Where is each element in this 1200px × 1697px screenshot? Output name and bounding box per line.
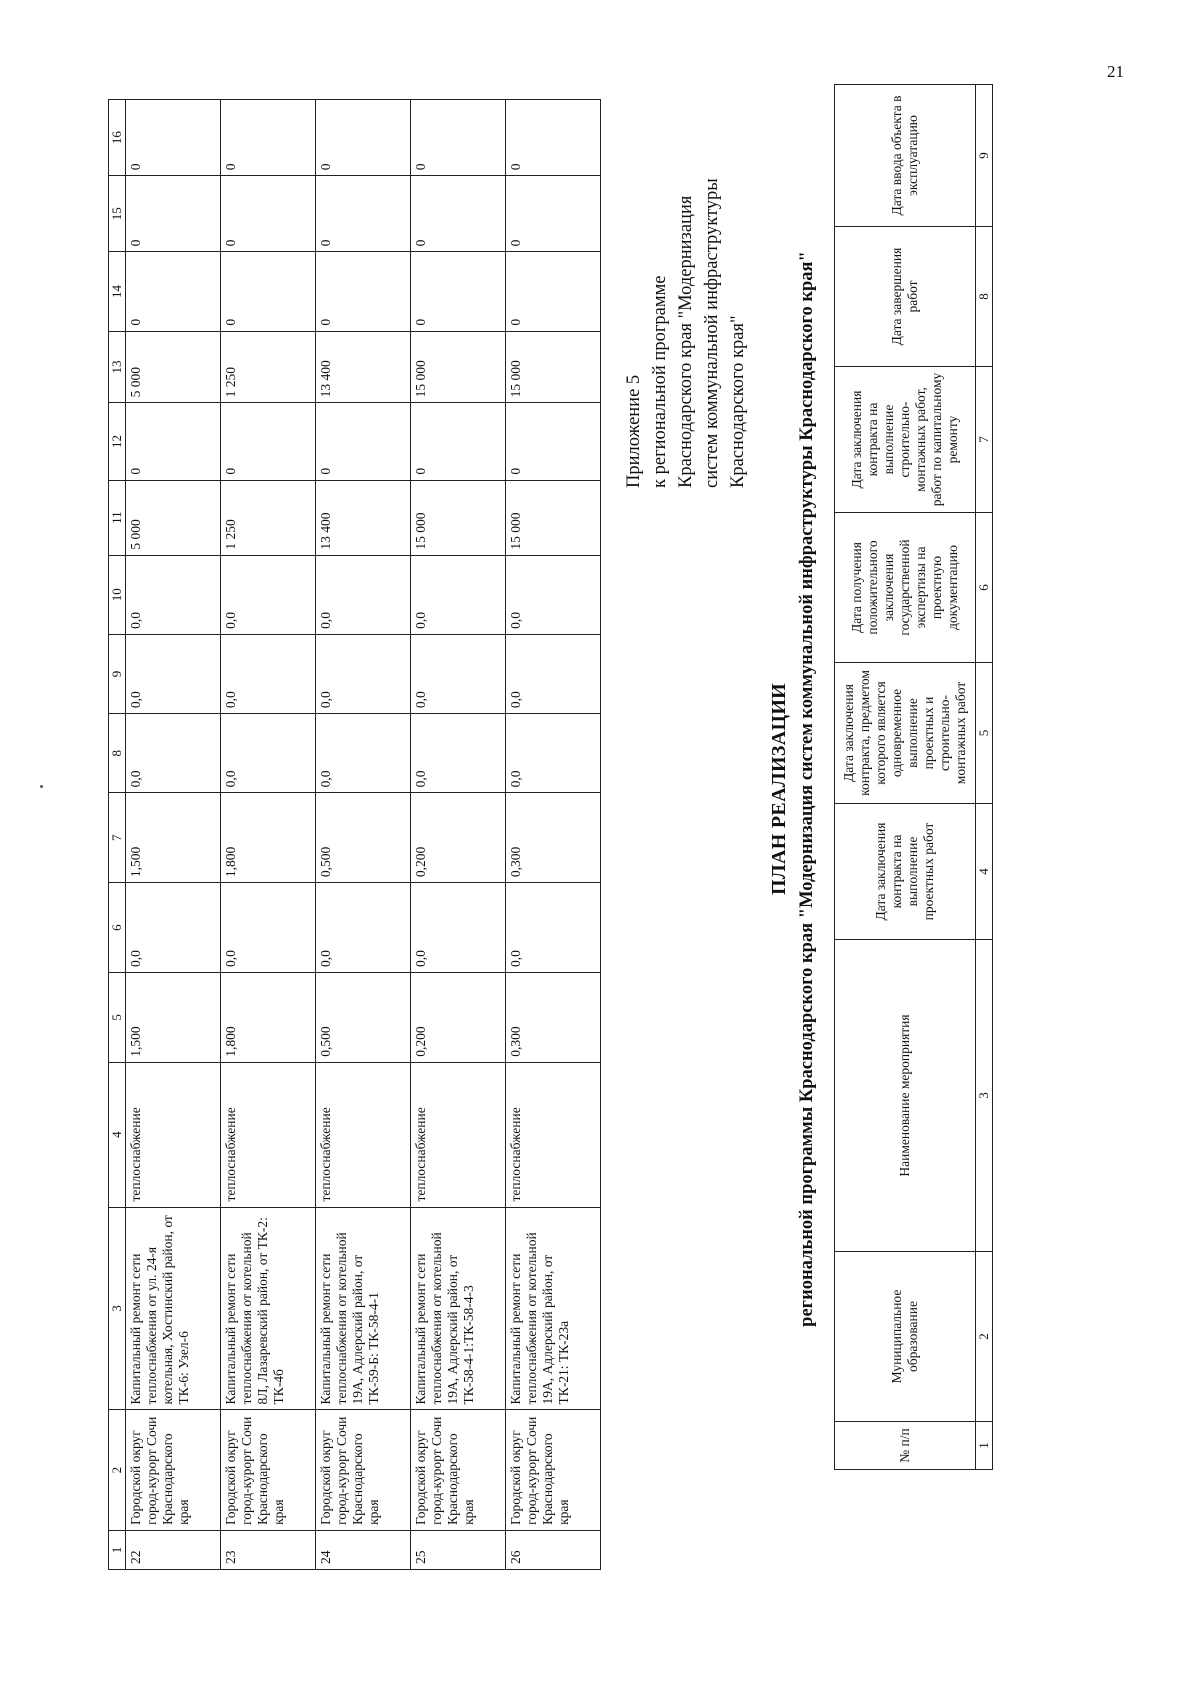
- value-cell: 1,800: [221, 793, 316, 883]
- plan-title: ПЛАН РЕАЛИЗАЦИИ: [768, 682, 790, 896]
- value-cell: 0,0: [126, 555, 221, 634]
- header-cell: Наименование мероприятия: [835, 940, 976, 1252]
- scan-artifact: [40, 785, 43, 788]
- appendix-note: [622, 0, 751, 488]
- value-cell: 0,0: [221, 714, 316, 793]
- plan-heading: [768, 174, 818, 1404]
- municipality-cell: Городской округ город-курорт Сочи Краснодарского края: [221, 1410, 316, 1530]
- value-cell: 0,500: [316, 972, 411, 1062]
- value-cell: 13 400: [316, 480, 411, 555]
- value-cell: 13 400: [316, 331, 411, 403]
- event-cell: Капитальный ремонт сети теплоснабжения от ул. 24-я котельная, Хостинский район, от ТК-6: Узел-6: [126, 1207, 221, 1410]
- column-number: 3: [976, 940, 993, 1252]
- value-cell: 0,0: [411, 714, 506, 793]
- appendix-line: Краснодарского края "Модернизация: [675, 195, 696, 488]
- column-number: 13: [109, 331, 126, 403]
- column-number: 6: [109, 883, 126, 973]
- value-cell: 0: [126, 252, 221, 331]
- header-cell: Дата получения положительного заключения государственной экспертизы на проектную документацию: [835, 513, 976, 663]
- value-cell: 0,0: [316, 634, 411, 713]
- column-number: 12: [109, 403, 126, 480]
- column-number: 5: [976, 663, 993, 804]
- column-number: 2: [976, 1252, 993, 1422]
- value-cell: 0,200: [411, 972, 506, 1062]
- table-row: [316, 100, 411, 1570]
- column-number: 2: [109, 1410, 126, 1530]
- value-cell: 0: [411, 252, 506, 331]
- header-cell: № п/п: [835, 1422, 976, 1470]
- municipality-cell: Городской округ город-курорт Сочи Краснодарского края: [316, 1410, 411, 1530]
- column-number: 9: [976, 85, 993, 227]
- column-number: 4: [976, 804, 993, 940]
- value-cell: 0: [126, 176, 221, 252]
- value-cell: 0,0: [506, 555, 601, 634]
- value-cell: 0: [506, 252, 601, 331]
- value-cell: 0,0: [126, 883, 221, 973]
- type-cell: теплоснабжение: [316, 1062, 411, 1207]
- table-row: [411, 100, 506, 1570]
- value-cell: 1 250: [221, 480, 316, 555]
- header-cell: Муниципальное образование: [835, 1252, 976, 1422]
- value-cell: 0,200: [411, 793, 506, 883]
- value-cell: 0: [316, 252, 411, 331]
- value-cell: 0,0: [316, 714, 411, 793]
- page-number: 21: [1107, 62, 1124, 81]
- value-cell: 0: [126, 100, 221, 176]
- value-cell: 0: [221, 100, 316, 176]
- value-cell: 15 000: [506, 480, 601, 555]
- row-number: 23: [221, 1530, 316, 1569]
- value-cell: 0,0: [221, 883, 316, 973]
- value-cell: 1,800: [221, 972, 316, 1062]
- value-cell: 5 000: [126, 480, 221, 555]
- table-row: [221, 100, 316, 1570]
- column-number: 8: [109, 714, 126, 793]
- table-row: [506, 100, 601, 1570]
- column-number: 7: [109, 793, 126, 883]
- header-cell: Дата завершения работ: [835, 227, 976, 367]
- column-number: 7: [976, 367, 993, 513]
- value-cell: 0: [411, 176, 506, 252]
- value-cell: 0,0: [411, 883, 506, 973]
- value-cell: 0: [506, 100, 601, 176]
- appendix-line: к региональной программе: [649, 275, 670, 488]
- plan-subtitle: региональной программы Краснодарского края "Модернизация систем коммунальной инфраструктуры Краснодарского края": [797, 251, 817, 1327]
- column-number: 8: [976, 227, 993, 367]
- value-cell: 0,0: [506, 714, 601, 793]
- value-cell: 0: [506, 403, 601, 480]
- value-cell: 15 000: [411, 480, 506, 555]
- column-number: 4: [109, 1062, 126, 1207]
- row-number: 24: [316, 1530, 411, 1569]
- value-cell: 0: [126, 403, 221, 480]
- value-cell: 0: [411, 403, 506, 480]
- value-cell: 0: [316, 403, 411, 480]
- column-number: 10: [109, 555, 126, 634]
- value-cell: 0,0: [221, 634, 316, 713]
- header-cell: Дата заключения контракта на выполнение проектных работ: [835, 804, 976, 940]
- municipality-cell: Городской округ город-курорт Сочи Краснодарского края: [506, 1410, 601, 1530]
- plan-table: [834, 84, 993, 1470]
- column-number: 6: [976, 513, 993, 663]
- event-cell: Капитальный ремонт сети теплоснабжения от котельной 19А, Адлерский район, от ТК-58-4-1:ТК-58-4-3: [411, 1207, 506, 1410]
- value-cell: 0,0: [506, 634, 601, 713]
- column-number-row: [109, 100, 126, 1570]
- value-cell: 15 000: [411, 331, 506, 403]
- column-number: 9: [109, 634, 126, 713]
- value-cell: 1,500: [126, 793, 221, 883]
- type-cell: теплоснабжение: [411, 1062, 506, 1207]
- column-number: 16: [109, 100, 126, 176]
- event-cell: Капитальный ремонт сети теплоснабжения от котельной 19А, Адлерский район, от ТК-21: ТК-23а: [506, 1207, 601, 1410]
- appendix-line: систем коммунальной инфраструктуры: [701, 178, 722, 488]
- value-cell: 1 250: [221, 331, 316, 403]
- value-cell: 0: [411, 100, 506, 176]
- value-cell: 15 000: [506, 331, 601, 403]
- value-cell: 0,0: [411, 555, 506, 634]
- value-cell: 0: [316, 176, 411, 252]
- value-cell: 0,0: [411, 634, 506, 713]
- value-cell: 0,0: [126, 714, 221, 793]
- upper-table-block: [108, 99, 601, 1570]
- column-number: 1: [109, 1530, 126, 1569]
- upper-table: [108, 99, 601, 1570]
- municipality-cell: Городской округ город-курорт Сочи Краснодарского края: [126, 1410, 221, 1530]
- type-cell: теплоснабжение: [126, 1062, 221, 1207]
- value-cell: 0,0: [506, 883, 601, 973]
- value-cell: 0,0: [316, 883, 411, 973]
- appendix-line: Приложение 5: [624, 374, 644, 488]
- column-number: 3: [109, 1207, 126, 1410]
- table-row: [126, 100, 221, 1570]
- municipality-cell: Городской округ город-курорт Сочи Краснодарского края: [411, 1410, 506, 1530]
- column-number: 11: [109, 480, 126, 555]
- column-number: 15: [109, 176, 126, 252]
- plan-table-block: [834, 84, 993, 1470]
- column-number: 1: [976, 1422, 993, 1470]
- row-number: 22: [126, 1530, 221, 1569]
- event-cell: Капитальный ремонт сети теплоснабжения от котельной 8Л, Лазаревский район, от ТК-2: ТК-4б: [221, 1207, 316, 1410]
- value-cell: 0,300: [506, 793, 601, 883]
- header-cell: Дата заключения контракта, предметом которого является одновременное выполнение проектных и строительно-монтажных работ: [835, 663, 976, 804]
- value-cell: 0: [221, 176, 316, 252]
- value-cell: 1,500: [126, 972, 221, 1062]
- header-cell: Дата ввода объекта в эксплуатацию: [835, 85, 976, 227]
- column-number: 5: [109, 972, 126, 1062]
- column-number-row: [976, 85, 993, 1470]
- value-cell: 0: [221, 252, 316, 331]
- value-cell: 0,300: [506, 972, 601, 1062]
- type-cell: теплоснабжение: [506, 1062, 601, 1207]
- row-number: 26: [506, 1530, 601, 1569]
- appendix-line: Краснодарского края": [727, 315, 748, 488]
- value-cell: 5 000: [126, 331, 221, 403]
- value-cell: 0,500: [316, 793, 411, 883]
- header-cell: Дата заключения контракта на выполнение строительно-монтажных работ, работ по капитальному ремонту: [835, 367, 976, 513]
- value-cell: 0: [316, 100, 411, 176]
- value-cell: 0,0: [126, 634, 221, 713]
- type-cell: теплоснабжение: [221, 1062, 316, 1207]
- value-cell: 0,0: [316, 555, 411, 634]
- header-row: [835, 85, 976, 1470]
- row-number: 25: [411, 1530, 506, 1569]
- value-cell: 0: [506, 176, 601, 252]
- column-number: 14: [109, 252, 126, 331]
- value-cell: 0: [221, 403, 316, 480]
- event-cell: Капитальный ремонт сети теплоснабжения от котельной 19А, Адлерский район, от ТК-59-Б: ТК-58-4-1: [316, 1207, 411, 1410]
- value-cell: 0,0: [221, 555, 316, 634]
